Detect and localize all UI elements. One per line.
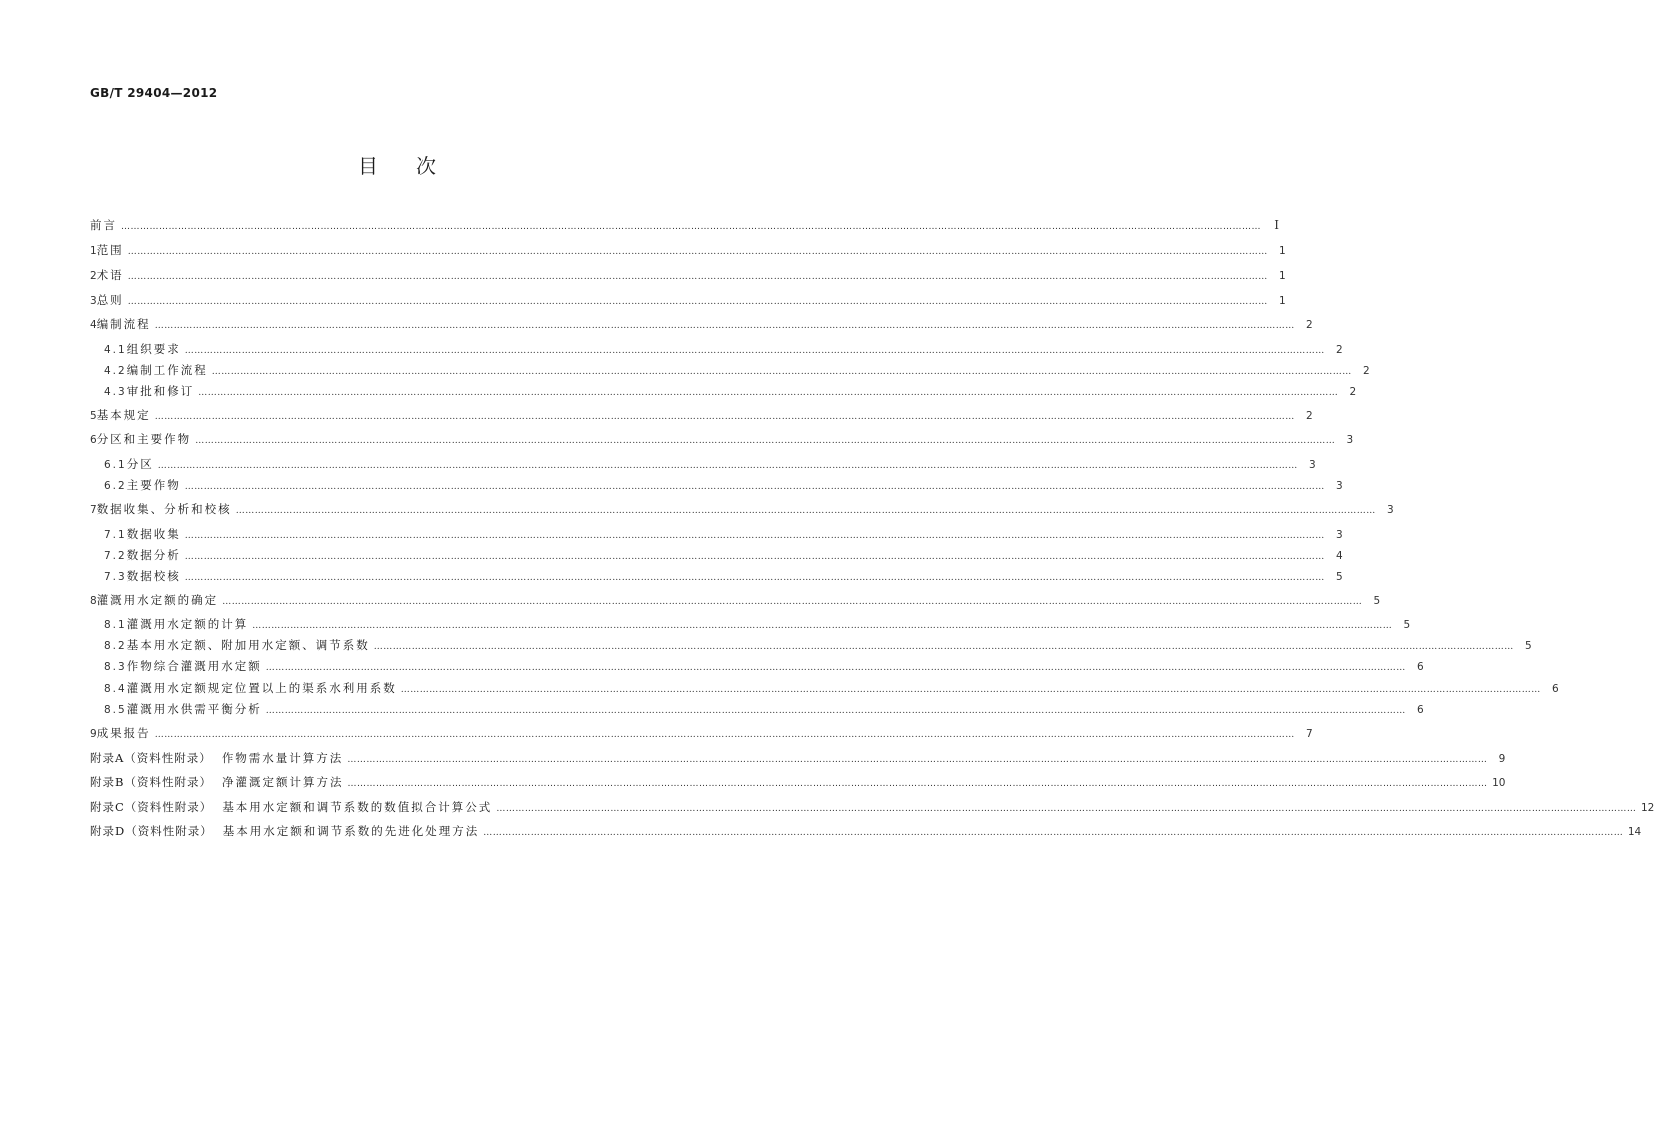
toc-entry-number: 附录C（资料性附录）	[90, 800, 213, 814]
toc-entry-title: 成果报告	[96, 726, 151, 740]
toc-entry-title: 审批和修订	[126, 384, 195, 398]
toc-entry[interactable]	[90, 406, 1313, 424]
toc-leader-dots: ………………………………………………………………………………………………………………………………………………………………………………………………………………………………………………………………………………………………………………………………	[198, 388, 1339, 398]
toc-entry[interactable]	[90, 749, 1506, 767]
toc-entry-page: 3	[1309, 459, 1316, 471]
toc-entry[interactable]	[104, 679, 1559, 697]
toc-leader-dots: ………………………………………………………………………………………………………………………………………………………………………………………………………………………………………………………………………………………………………………………………	[265, 663, 1406, 673]
toc-entry-number: 6	[90, 434, 97, 446]
toc-entry-number: 7.3	[104, 571, 127, 583]
toc-entry-title: 范围	[96, 243, 124, 257]
toc-entry-number: 8.1	[104, 619, 127, 631]
toc-leader-dots: ………………………………………………………………………………………………………………………………………………………………………………………………………………………………………………………………………………………………………………………………	[184, 531, 1325, 541]
toc-entry-title: 基本规定	[96, 408, 151, 422]
toc-leader-dots: ………………………………………………………………………………………………………………………………………………………………………………………………………………………………………………………………………………………………………………………………	[496, 804, 1637, 814]
toc-entry-title: 主要作物	[126, 478, 181, 492]
toc-leader-dots: ………………………………………………………………………………………………………………………………………………………………………………………………………………………………………………………………………………………………………………………………	[154, 730, 1295, 740]
toc-entry[interactable]	[104, 455, 1316, 473]
toc-entry-page: 3	[1346, 434, 1354, 446]
toc-leader-dots: ………………………………………………………………………………………………………………………………………………………………………………………………………………………………………………………………………………………………………………………………	[127, 297, 1268, 307]
toc-entry-page: 1	[1279, 245, 1286, 257]
toc-entry-page: 3	[1336, 529, 1343, 541]
toc-leader-dots: ………………………………………………………………………………………………………………………………………………………………………………………………………………………………………………………………………………………………………………………………	[184, 482, 1325, 492]
toc-entry-number: 8	[90, 595, 97, 607]
toc-entry[interactable]	[104, 476, 1343, 494]
toc-entry-title: 分区和主要作物	[96, 432, 192, 446]
toc-leader-dots: ………………………………………………………………………………………………………………………………………………………………………………………………………………………………………………………………………………………………………………………………	[252, 621, 1393, 631]
toc-leader-dots: ………………………………………………………………………………………………………………………………………………………………………………………………………………………………………………………………………………………………………………………………	[154, 321, 1295, 331]
toc-entry[interactable]	[104, 615, 1411, 633]
toc-entry-number: 8.5	[104, 704, 127, 716]
toc-leader-dots: ………………………………………………………………………………………………………………………………………………………………………………………………………………………………………………………………………………………………………………………………	[373, 642, 1514, 652]
toc-entry[interactable]	[90, 500, 1394, 518]
toc-entry-number: 8.2	[104, 640, 127, 652]
toc-leader-dots: ………………………………………………………………………………………………………………………………………………………………………………………………………………………………………………………………………………………………………………………………	[265, 706, 1406, 716]
toc-entry[interactable]	[104, 657, 1424, 675]
toc-entry-page: 1	[1279, 270, 1286, 282]
toc-entry-number: 4.3	[104, 386, 127, 398]
toc-entry-page: 5	[1336, 571, 1343, 583]
toc-entry-page: 1	[1279, 295, 1286, 307]
toc-entry-number: 6.2	[104, 480, 127, 492]
toc-entry[interactable]	[90, 266, 1286, 284]
toc-entry-page: 10	[1492, 777, 1506, 789]
page-title: 目次	[358, 154, 474, 178]
toc-entry-number: 1	[90, 245, 97, 257]
toc-leader-dots: ………………………………………………………………………………………………………………………………………………………………………………………………………………………………………………………………………………………………………………………………	[154, 412, 1295, 422]
toc-entry-page: 14	[1627, 826, 1642, 838]
toc-entry-number: 4.2	[104, 365, 127, 377]
toc-entry-title: 数据收集、分析和校核	[96, 502, 232, 516]
toc-entry-page: 5	[1373, 595, 1381, 607]
toc-entry-title: 作物需水量计算方法	[221, 751, 344, 765]
toc-entry-title: 前言	[90, 218, 117, 232]
toc-entry-number: 7.1	[104, 529, 127, 541]
toc-entry[interactable]	[104, 525, 1343, 543]
toc-leader-dots: ………………………………………………………………………………………………………………………………………………………………………………………………………………………………………………………………………………………………………………………………	[211, 367, 1352, 377]
toc-entry-title: 分区	[126, 457, 154, 471]
toc-entry-page: 6	[1552, 683, 1559, 695]
toc-entry-number: 2	[90, 270, 97, 282]
toc-entry[interactable]	[90, 822, 1642, 840]
toc-entry-title: 基本用水定额和调节系数的数值拟合计算公式	[222, 800, 493, 814]
toc-leader-dots: ………………………………………………………………………………………………………………………………………………………………………………………………………………………………………………………………………………………………………………………………	[235, 506, 1376, 516]
toc-entry[interactable]	[90, 291, 1286, 309]
toc-entry-number: 7.2	[104, 550, 127, 562]
toc-entry-page: 2	[1336, 344, 1343, 356]
toc-entry-title: 作物综合灌溉用水定额	[126, 659, 262, 673]
toc-entry[interactable]	[90, 798, 1654, 816]
toc-entry-number: 3	[90, 295, 97, 307]
toc-entry-page: 5	[1525, 640, 1532, 652]
toc-entry-title: 灌溉用水供需平衡分析	[126, 702, 262, 716]
toc-leader-dots: ………………………………………………………………………………………………………………………………………………………………………………………………………………………………………………………………………………………………………………………………	[483, 828, 1624, 838]
toc-entry-title: 基本用水定额、附加用水定额、调节系数	[126, 638, 370, 652]
toc-entry-title: 净灌溉定额计算方法	[221, 775, 344, 789]
toc-entry-title: 编制工作流程	[126, 363, 208, 377]
toc-entry-number: 8.3	[104, 661, 127, 673]
toc-entry[interactable]	[90, 315, 1313, 333]
toc-entry-title: 术语	[96, 268, 124, 282]
toc-entry[interactable]	[90, 724, 1313, 742]
toc-entry-number: 5	[90, 410, 97, 422]
toc-entry-page: 4	[1336, 550, 1343, 562]
toc-entry-page: 6	[1417, 661, 1424, 673]
toc-entry-title: 灌溉用水定额的确定	[96, 593, 219, 607]
toc-leader-dots: ………………………………………………………………………………………………………………………………………………………………………………………………………………………………………………………………………………………………………………………………	[127, 247, 1268, 257]
toc-entry-number: 附录A（资料性附录）	[90, 751, 212, 765]
toc-entry-page: 6	[1417, 704, 1424, 716]
toc-entry-title: 数据收集	[126, 527, 181, 541]
toc-leader-dots: ………………………………………………………………………………………………………………………………………………………………………………………………………………………………………………………………………………………………………………………………	[121, 222, 1261, 232]
toc-leader-dots: ………………………………………………………………………………………………………………………………………………………………………………………………………………………………………………………………………………………………………………………………	[127, 272, 1268, 282]
toc-entry[interactable]	[104, 546, 1343, 564]
toc-entry[interactable]	[90, 241, 1286, 259]
toc-entry-page: 7	[1306, 728, 1313, 740]
toc-entry[interactable]	[104, 361, 1370, 379]
toc-entry[interactable]	[104, 382, 1357, 400]
toc-entry-number: 附录D（资料性附录）	[90, 824, 213, 838]
toc-entry[interactable]	[90, 773, 1506, 791]
toc-entry-title: 灌溉用水定额的计算	[126, 617, 249, 631]
toc-entry-page: 5	[1403, 619, 1411, 631]
toc-entry-page: 2	[1349, 386, 1357, 398]
toc-leader-dots: ………………………………………………………………………………………………………………………………………………………………………………………………………………………………………………………………………………………………………………………………	[347, 779, 1488, 789]
toc-leader-dots: ………………………………………………………………………………………………………………………………………………………………………………………………………………………………………………………………………………………………………………………………	[184, 346, 1325, 356]
toc-entry[interactable]	[90, 430, 1354, 448]
toc-entry-page: 2	[1363, 365, 1370, 377]
toc-leader-dots: ………………………………………………………………………………………………………………………………………………………………………………………………………………………………………………………………………………………………………………………………	[157, 461, 1298, 471]
toc-entry-number: 7	[90, 504, 97, 516]
toc-entry-title: 组织要求	[126, 342, 181, 356]
toc-entry-number: 8.4	[104, 683, 127, 695]
toc-entry-title: 编制流程	[96, 317, 151, 331]
toc-entry[interactable]	[90, 591, 1381, 609]
toc-leader-dots: ………………………………………………………………………………………………………………………………………………………………………………………………………………………………………………………………………………………………………………………………	[195, 436, 1336, 446]
toc-entry-number: 6.1	[104, 459, 127, 471]
toc-leader-dots: ………………………………………………………………………………………………………………………………………………………………………………………………………………………………………………………………………………………………………………………………	[400, 685, 1541, 695]
toc-leader-dots: ………………………………………………………………………………………………………………………………………………………………………………………………………………………………………………………………………………………………………………………………	[184, 573, 1325, 583]
toc-leader-dots: ………………………………………………………………………………………………………………………………………………………………………………………………………………………………………………………………………………………………………………………………	[222, 597, 1363, 607]
toc-leader-dots: ………………………………………………………………………………………………………………………………………………………………………………………………………………………………………………………………………………………………………………………………	[347, 755, 1488, 765]
toc-entry[interactable]	[104, 636, 1532, 654]
toc-entry[interactable]	[104, 567, 1343, 585]
toc-entry-page: Ⅰ	[1274, 218, 1279, 232]
toc-entry-title: 基本用水定额和调节系数的先进化处理方法	[222, 824, 480, 838]
toc-entry-page: 2	[1306, 319, 1313, 331]
toc-entry-title: 灌溉用水定额规定位置以上的渠系水利用系数	[126, 681, 397, 695]
toc-leader-dots: ………………………………………………………………………………………………………………………………………………………………………………………………………………………………………………………………………………………………………………………………	[184, 552, 1325, 562]
toc-entry[interactable]	[104, 700, 1424, 718]
toc-entry-title: 数据分析	[126, 548, 181, 562]
toc-entry-page: 12	[1640, 802, 1654, 814]
toc-entry-page: 2	[1306, 410, 1313, 422]
toc-entry-page: 3	[1336, 480, 1343, 492]
toc-entry-page: 3	[1387, 504, 1394, 516]
standard-code: GB/T 29404—2012	[90, 86, 218, 100]
toc-entry-page: 9	[1498, 753, 1506, 765]
toc-entry-title: 总则	[96, 293, 124, 307]
toc-entry-number: 4	[90, 319, 97, 331]
toc-entry-number: 附录B（资料性附录）	[90, 775, 212, 789]
toc-entry-title: 数据校核	[126, 569, 181, 583]
toc-entry-number: 9	[90, 728, 97, 740]
toc-entry-number: 4.1	[104, 344, 127, 356]
toc-entry[interactable]	[104, 340, 1343, 358]
toc-entry[interactable]	[90, 216, 1279, 234]
